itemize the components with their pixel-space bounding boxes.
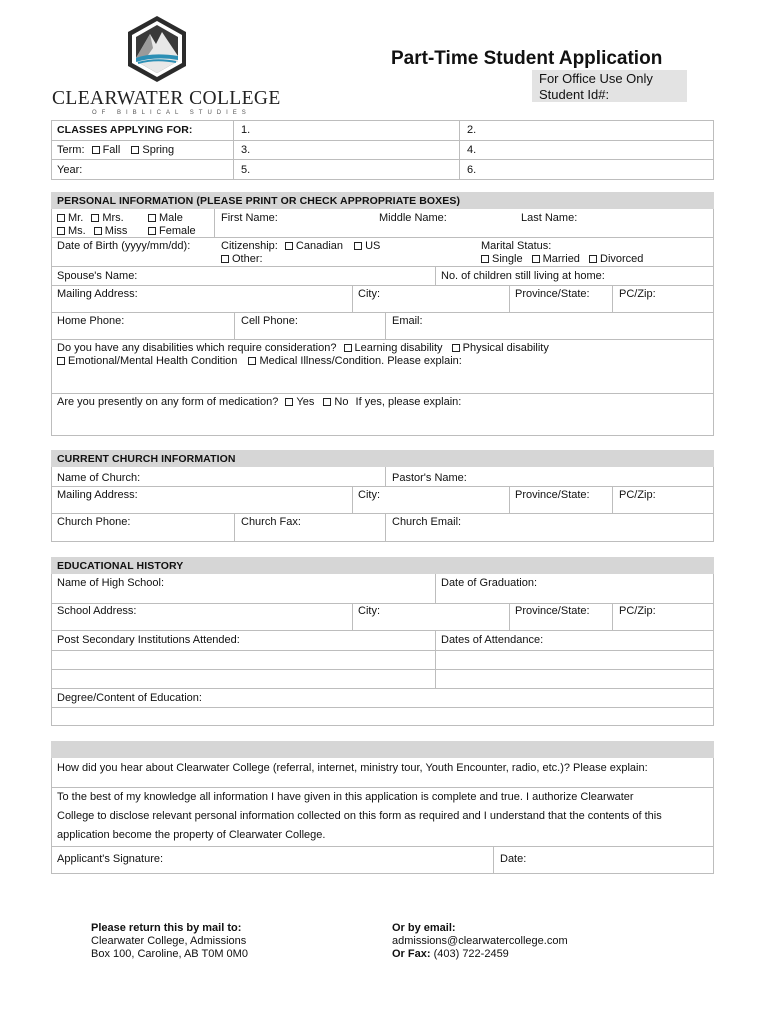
school-address-label[interactable]: School Address: [57,605,137,617]
class-slot-6[interactable]: 6. [467,164,477,176]
physical-disability-checkbox[interactable] [452,344,460,352]
mail-line-2: Box 100, Caroline, AB T0M 0M0 [91,948,248,960]
last-name-label[interactable]: Last Name: [521,212,578,224]
salutation-row-2: Ms. Miss [57,225,127,238]
high-school-label[interactable]: Name of High School: [57,577,164,589]
middle-name-label[interactable]: Middle Name: [379,212,447,224]
college-logo [52,14,281,118]
single-checkbox[interactable] [481,255,489,263]
education-title: EDUCATIONAL HISTORY [57,560,184,572]
church-province-label[interactable]: Province/State: [515,489,590,501]
female-checkbox[interactable] [148,227,156,235]
medication-yes-checkbox[interactable] [285,398,293,406]
pczip-label[interactable]: PC/Zip: [619,288,656,300]
disability-question: Do you have any disabilities which require consideration? Learning disability Physical disability [57,342,549,354]
personal-title: PERSONAL INFORMATION (PLEASE PRINT OR CHECK APPROPRIATE BOXES) [57,195,461,207]
province-label[interactable]: Province/State: [515,288,590,300]
school-city-label[interactable]: City: [358,605,380,617]
city-label[interactable]: City: [358,288,380,300]
term-label: Term: Fall Spring [57,144,175,156]
email-title: Or by email: [392,922,456,934]
logo-tagline: OF BIBLICAL STUDIES [92,110,251,116]
medication-no-checkbox[interactable] [323,398,331,406]
male-option: Male [148,212,183,225]
mailing-address-label[interactable]: Mailing Address: [57,288,138,300]
office-use-label: For Office Use Only [539,71,653,86]
final-header-bar [51,741,714,758]
first-name-label[interactable]: First Name: [221,212,278,224]
class-slot-2[interactable]: 2. [467,124,477,136]
cell-phone-label[interactable]: Cell Phone: [241,315,298,327]
class-slot-4[interactable]: 4. [467,144,477,156]
year-label: Year: [57,164,83,176]
church-email-label[interactable]: Church Email: [392,516,462,528]
pastor-name-label[interactable]: Pastor's Name: [392,472,467,484]
citizenship-label: Citizenship: Canadian US [221,240,381,252]
divorced-checkbox[interactable] [589,255,597,263]
class-slot-5[interactable]: 5. [241,164,251,176]
fall-checkbox[interactable] [92,146,100,154]
spouse-label[interactable]: Spouse's Name: [57,270,138,282]
emotional-checkbox[interactable] [57,357,65,365]
mail-line-1: Clearwater College, Admissions [91,935,247,947]
page-title: Part-Time Student Application [391,48,663,69]
logo-wordmark: CLEARWATER COLLEGE [52,88,281,109]
church-mailing-label[interactable]: Mailing Address: [57,489,138,501]
declaration-line-2: College to disclose relevant personal information collected on this form as required and I understand that the contents of this [57,810,662,822]
marital-label: Marital Status: [481,240,552,252]
church-pczip-label[interactable]: PC/Zip: [619,489,656,501]
church-fax-label[interactable]: Church Fax: [241,516,301,528]
medical-checkbox[interactable] [248,357,256,365]
class-slot-3[interactable]: 3. [241,144,251,156]
female-option: Female [148,225,196,238]
signature-label[interactable]: Applicant's Signature: [57,853,164,865]
church-city-label[interactable]: City: [358,489,380,501]
mountain-emblem-icon [122,14,192,84]
date-label[interactable]: Date: [500,853,527,865]
male-checkbox[interactable] [148,214,156,222]
spring-checkbox[interactable] [131,146,139,154]
marital-options: Single Married Divorced [481,253,643,266]
learning-disability-checkbox[interactable] [344,344,352,352]
children-label[interactable]: No. of children still living at home: [441,270,605,282]
classes-title: CLASSES APPLYING FOR: [57,124,193,136]
hear-about-question[interactable]: How did you hear about Clearwater College (referral, internet, ministry tour, Youth Encounter, radio, etc.)? Please explain: [57,762,648,774]
married-checkbox[interactable] [532,255,540,263]
school-pczip-label[interactable]: PC/Zip: [619,605,656,617]
mail-title: Please return this by mail to: [91,922,242,934]
degree-label[interactable]: Degree/Content of Education: [57,692,202,704]
graduation-label[interactable]: Date of Graduation: [441,577,538,589]
salutation-row-1: Mr. Mrs. [57,212,124,225]
church-name-label[interactable]: Name of Church: [57,472,141,484]
dob-label[interactable]: Date of Birth (yyyy/mm/dd): [57,240,191,252]
church-phone-label[interactable]: Church Phone: [57,516,131,528]
miss-checkbox[interactable] [94,227,102,235]
student-id-label: Student Id#: [539,87,610,102]
other-citizenship: Other: [221,253,263,266]
home-phone-label[interactable]: Home Phone: [57,315,125,327]
us-checkbox[interactable] [354,242,362,250]
mrs-checkbox[interactable] [91,214,99,222]
mr-checkbox[interactable] [57,214,65,222]
class-slot-1[interactable]: 1. [241,124,251,136]
fax-line: Or Fax: (403) 722-2459 [392,948,509,960]
canadian-checkbox[interactable] [285,242,293,250]
declaration-line-3: application become the property of Clearwater College. [57,829,326,841]
ms-checkbox[interactable] [57,227,65,235]
declaration-line-1: To the best of my knowledge all information I have given in this application is complete and true. I authorize Clearwater [57,791,634,803]
medication-question: Are you presently on any form of medication? Yes No If yes, please explain: [57,396,462,408]
other-checkbox[interactable] [221,255,229,263]
church-title: CURRENT CHURCH INFORMATION [57,453,236,465]
disability-options-2: Emotional/Mental Health Condition Medical Illness/Condition. Please explain: [57,355,462,368]
attendance-label[interactable]: Dates of Attendance: [441,634,544,646]
admissions-email-link[interactable]: admissions@clearwatercollege.com [392,935,568,947]
post-secondary-label[interactable]: Post Secondary Institutions Attended: [57,634,240,646]
school-province-label[interactable]: Province/State: [515,605,590,617]
email-label[interactable]: Email: [392,315,423,327]
